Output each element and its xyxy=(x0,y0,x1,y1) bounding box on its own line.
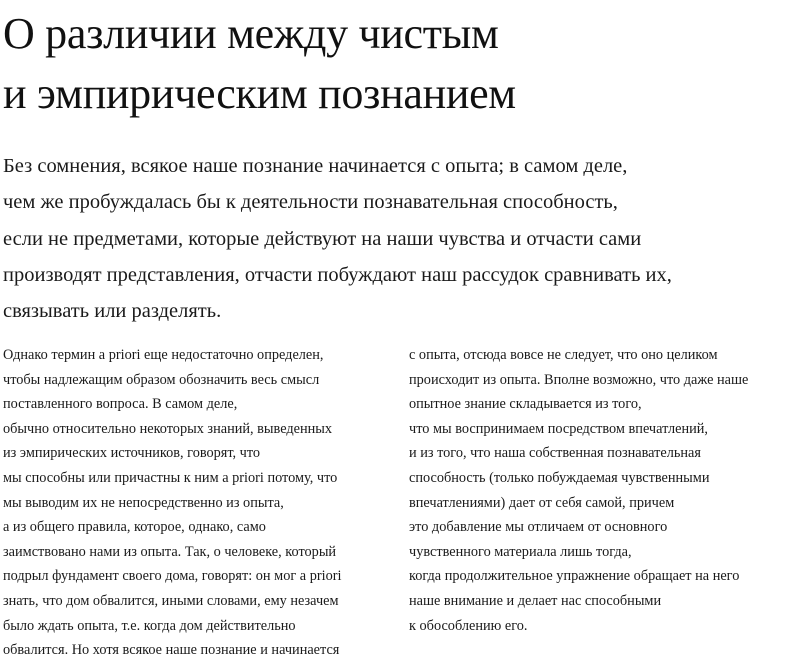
column-line: мы способны или причастны к ним a priori потому, что xyxy=(3,469,338,486)
column-line: Однако термин a priori еще недостаточно определен, xyxy=(3,347,324,363)
column-line: впечатлениями) дает от себя самой, причем xyxy=(409,494,675,511)
column-line: и из того, что наша собственная познавательная xyxy=(409,445,701,462)
column-line: мы выводим их не непосредственно из опыта, xyxy=(3,494,284,511)
column-line: чувственного материала лишь тогда, xyxy=(409,543,632,560)
column-line: происходит из опыта. Вполне возможно, что даже наше xyxy=(409,371,749,388)
column-line: а из общего правила, которое, однако, само xyxy=(3,519,266,536)
column-line: знать, что дом обвалится, иными словами, ему незачем xyxy=(3,592,339,609)
column-line: поставленного вопроса. В самом деле, xyxy=(3,396,238,413)
column-line: подрыл фундамент своего дома, говорят: он мог a priori xyxy=(3,568,342,585)
page-title xyxy=(3,4,516,124)
column-line: опытное знание складывается из того, xyxy=(409,396,642,413)
column-line: чтобы надлежащим образом обозначить весь смысл xyxy=(3,371,320,388)
column-line: когда продолжительное упражнение обращает на него xyxy=(409,568,740,585)
column-line: заимствовано нами из опыта. Так, о человеке, который xyxy=(3,543,337,560)
lead-line: производят представления, отчасти побуждают наш рассудок сравнивать их, xyxy=(3,263,672,286)
column-line: способность (только побуждаемая чувственными xyxy=(409,469,710,486)
column-line: что мы воспринимаем посредством впечатлений, xyxy=(409,420,708,437)
lead-line: связывать или разделять. xyxy=(3,300,222,323)
title-line: О различии между чистым xyxy=(3,9,499,58)
lead-line: Без сомнения, всякое наше познание начинается с опыта; в самом деле, xyxy=(3,155,628,177)
lead-line: чем же пробуждалась бы к деятельности познавательная способность, xyxy=(3,191,618,214)
column-line: к обособлению его. xyxy=(409,617,528,634)
column-line: из эмпирических источников, говорят, что xyxy=(3,445,261,462)
column-line: обвалится. Но хотя всякое наше познание и начинается xyxy=(3,642,340,659)
body-column-left xyxy=(3,343,341,663)
lead-line: если не предметами, которые действуют на наши чувства и отчасти сами xyxy=(3,227,642,250)
column-line: это добавление мы отличаем от основного xyxy=(409,519,668,536)
title-line: и эмпирическим познанием xyxy=(3,69,516,118)
body-column-right xyxy=(409,343,748,638)
column-line: было ждать опыта, т.е. когда дом действительно xyxy=(3,617,296,634)
column-line: с опыта, отсюда вовсе не следует, что оно целиком xyxy=(409,347,718,363)
column-line: обычно относительно некоторых знаний, выведенных xyxy=(3,420,333,437)
lead-paragraph xyxy=(3,148,672,329)
column-line: наше внимание и делает нас способными xyxy=(409,592,662,609)
